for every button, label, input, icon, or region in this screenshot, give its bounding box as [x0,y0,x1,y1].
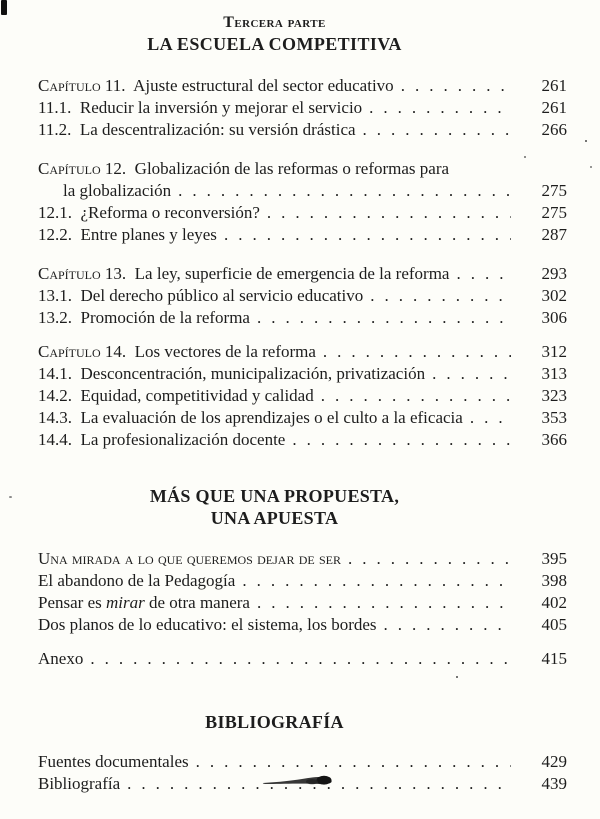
toc-row [38,751,567,773]
entry-text: 14.4. La profesionalización docente [38,430,286,449]
ink-smudge [262,772,336,789]
section-heading-line1: MÁS QUE UNA PROPUESTA, [149,486,400,506]
toc-block-anexo [38,648,567,670]
entry-text: 13.1. Del derecho público al servicio educativo [38,286,364,305]
dot-leader [463,407,511,429]
dot-leader [316,341,511,363]
entry-text: 11.1. Reducir la inversión y mejorar el servicio [38,98,363,117]
toc-row [38,570,567,592]
entry-text: Globalización de las reformas o reformas para [126,159,450,178]
toc-row [38,119,567,141]
page-number: 293 [541,264,567,283]
entry-text: 13.2. Promoción de la reforma [38,308,250,327]
toc-row [38,307,567,329]
toc-entry-label [38,341,316,363]
page-number: 261 [541,98,567,117]
dot-leader [449,263,511,285]
toc-block-chapter-13 [38,263,567,329]
dot-leader [250,592,511,614]
dot-leader [362,97,511,119]
dot-leader [285,429,511,451]
page-number: 323 [541,386,567,405]
entry-text: 12.2. Entre planes y leyes [38,225,217,244]
page-number: 266 [541,120,567,139]
scan-speck [9,496,12,498]
toc-row [38,180,567,202]
toc-row [38,614,567,636]
dot-leader [314,385,511,407]
entry-text: 14.2. Equidad, competitividad y calidad [38,386,314,405]
toc-row [38,592,567,614]
toc-block-chapter-14 [38,341,567,451]
toc-row [38,341,567,363]
dot-leader [341,548,511,570]
entry-text: 12.1. ¿Reforma o reconversión? [38,203,260,222]
entry-text: La ley, superficie de emergencia de la reforma [126,264,450,283]
dot-leader [394,75,511,97]
dot-leader [189,751,511,773]
scan-speck [585,140,587,142]
scan-speck [590,166,592,168]
dot-leader [250,307,511,329]
dot-leader [260,202,511,224]
page-number: 306 [541,308,567,327]
toc-row [38,158,567,180]
chapter-label: Capítulo 13. [38,264,127,283]
page-number: 366 [541,430,567,449]
toc-row [38,648,567,670]
toc-block-chapter-11 [38,75,567,141]
dot-leader [425,363,511,385]
chapter-label: Capítulo 14. [38,342,127,361]
toc-row [38,407,567,429]
entry-text: Bibliografía [38,774,121,793]
toc-row [38,224,567,246]
page-number: 312 [541,342,567,361]
page-number: 287 [541,225,567,244]
page-number: 353 [541,408,567,427]
page-number: 275 [541,203,567,222]
toc-entry-label [38,592,250,614]
part-title-heading: LA ESCUELA COMPETITIVA [147,34,402,54]
toc-row [38,202,567,224]
toc-row [38,97,567,119]
page-number: 313 [541,364,567,383]
entry-text: Fuentes documentales [38,752,189,771]
toc-row [38,75,567,97]
entry-text: El abandono de la Pedagogía [38,571,236,590]
toc-block-section-2 [38,548,567,636]
scan-corner-mark [1,0,7,15]
bibliography-heading: BIBLIOGRAFÍA [205,712,344,732]
part-number-heading: Tercera parte [223,14,326,31]
toc-block-chapter-12 [38,158,567,246]
dot-leader [356,119,511,141]
chapter-label: Capítulo 12. [38,159,127,178]
page-number: 402 [541,593,567,612]
entry-text: Los vectores de la reforma [126,342,316,361]
entry-text: Dos planos de lo educativo: el sistema, los bordes [38,615,377,634]
page-number: 398 [541,571,567,590]
page-number: 405 [541,615,567,634]
toc-row [38,285,567,307]
toc-entry-label [38,158,449,180]
entry-text: Anexo [38,649,84,668]
entry-text-italic: mirar [105,593,145,612]
scan-speck [456,676,458,678]
entry-text: 14.1. Desconcentración, municipalización, privatización [38,364,426,383]
dot-leader [363,285,511,307]
scan-speck [524,156,526,158]
section-heading-line2: UNA APUESTA [210,508,339,528]
page-number: 439 [541,774,567,793]
toc-row [38,429,567,451]
entry-text: 11.2. La descentralización: su versión drástica [38,120,356,139]
dot-leader [171,180,511,202]
toc-row [38,385,567,407]
entry-text: de otra manera [144,593,250,612]
page-number: 302 [541,286,567,305]
page-number: 429 [541,752,567,771]
entry-text: Pensar es [38,593,106,612]
entry-text: Ajuste estructural del sector educativo [125,76,394,95]
toc-entry-label [38,75,394,97]
page-number: 415 [541,649,567,668]
page-number: 275 [541,181,567,200]
toc-row [38,263,567,285]
entry-text: 14.3. La evaluación de los aprendizajes o el culto a la eficacia [38,408,463,427]
toc-entry-label [38,263,449,285]
page-number: 395 [541,549,567,568]
page-number: 261 [541,76,567,95]
toc-row [38,363,567,385]
dot-leader [217,224,511,246]
entry-text: la globalización [63,181,172,200]
toc-row [38,548,567,570]
dot-leader [235,570,511,592]
dot-leader [83,648,511,670]
entry-text-smallcaps: Una mirada a lo que queremos dejar de ser [38,549,341,568]
chapter-label: Capítulo 11. [38,76,126,95]
dot-leader [377,614,511,636]
